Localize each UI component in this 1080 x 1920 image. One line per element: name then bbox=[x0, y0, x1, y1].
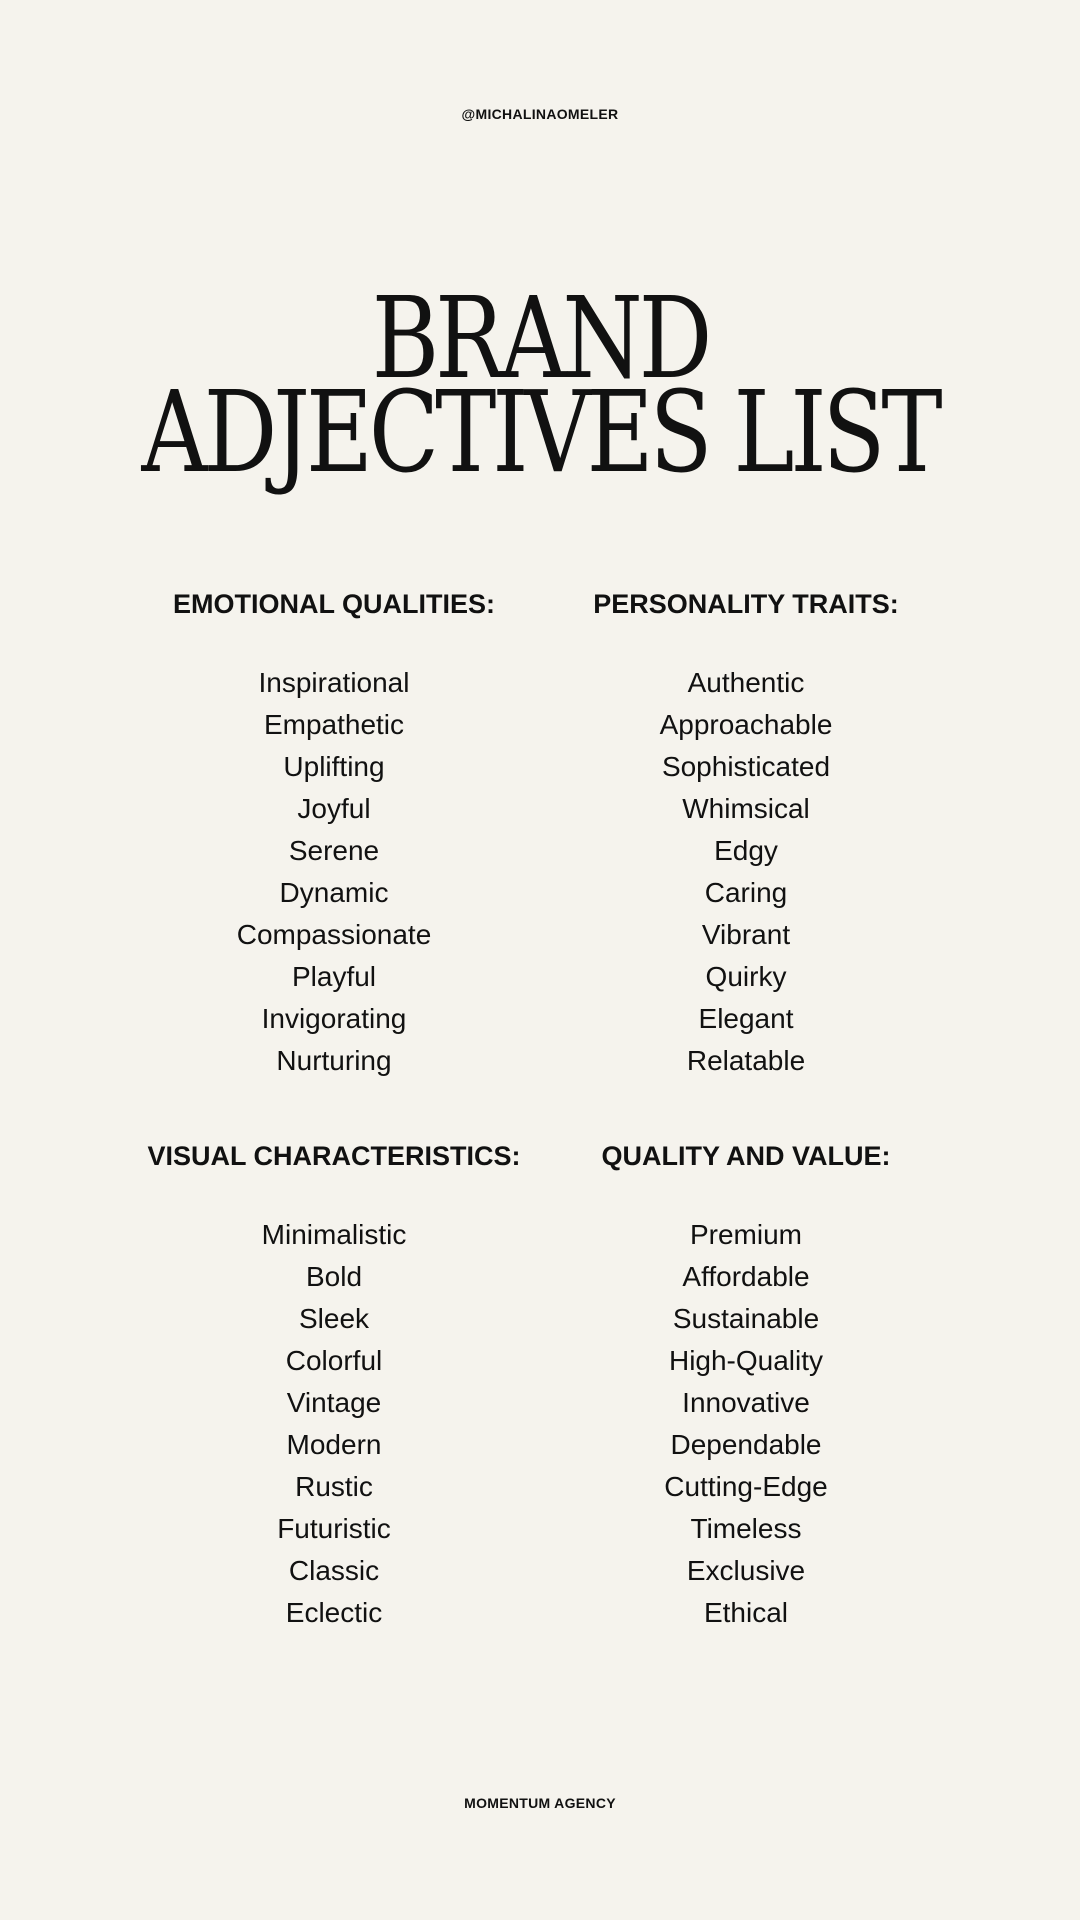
list-item: Premium bbox=[689, 1219, 802, 1250]
list-item: Dynamic bbox=[279, 877, 389, 908]
list-item: Eclectic bbox=[285, 1597, 383, 1628]
list-item: Caring bbox=[704, 877, 788, 908]
list-item: Authentic bbox=[687, 667, 805, 698]
list-item: Nurturing bbox=[276, 1045, 392, 1076]
list-item: Joyful bbox=[297, 793, 371, 824]
adjective-list bbox=[516, 662, 976, 1082]
section-emotional-qualities bbox=[104, 588, 564, 1082]
list-item: Empathetic bbox=[263, 709, 405, 740]
list-item: Approachable bbox=[659, 709, 833, 740]
list-item: Classic bbox=[288, 1555, 380, 1586]
list-item: Timeless bbox=[690, 1513, 802, 1544]
list-item: Relatable bbox=[686, 1045, 806, 1076]
section-heading: PERSONALITY TRAITS: bbox=[593, 589, 899, 619]
list-item: Futuristic bbox=[277, 1513, 391, 1544]
agency-footer: MOMENTUM AGENCY bbox=[464, 1795, 616, 1811]
page-title bbox=[97, 274, 983, 498]
page-title-line-1: BRAND bbox=[371, 274, 709, 404]
section-heading: VISUAL CHARACTERISTICS: bbox=[147, 1141, 521, 1171]
list-item: Cutting-Edge bbox=[664, 1471, 828, 1502]
list-item: Sophisticated bbox=[661, 751, 831, 782]
list-item: Elegant bbox=[698, 1003, 794, 1034]
list-item: Minimalistic bbox=[261, 1219, 407, 1250]
list-item: Sustainable bbox=[672, 1303, 820, 1334]
list-item: Quirky bbox=[705, 961, 787, 992]
list-item: Ethical bbox=[703, 1597, 789, 1628]
adjective-list bbox=[104, 662, 564, 1082]
list-item: Exclusive bbox=[686, 1555, 806, 1586]
list-item: Innovative bbox=[682, 1387, 810, 1418]
section-quality-and-value bbox=[516, 1140, 976, 1634]
section-personality-traits bbox=[516, 588, 976, 1082]
adjective-list bbox=[516, 1214, 976, 1634]
list-item: Sleek bbox=[298, 1303, 370, 1334]
list-item: Vintage bbox=[286, 1387, 382, 1418]
author-handle: @MICHALINAOMELER bbox=[461, 106, 619, 122]
list-item: Inspirational bbox=[258, 667, 410, 698]
section-visual-characteristics bbox=[104, 1140, 564, 1634]
list-item: High-Quality bbox=[668, 1345, 824, 1376]
list-item: Vibrant bbox=[701, 919, 791, 950]
adjective-list bbox=[104, 1214, 564, 1634]
list-item: Rustic bbox=[295, 1471, 373, 1502]
section-heading: EMOTIONAL QUALITIES: bbox=[173, 589, 495, 619]
page-title-line-2: ADJECTIVES LIST bbox=[141, 368, 939, 498]
list-item: Edgy bbox=[714, 835, 778, 866]
list-item: Invigorating bbox=[261, 1003, 407, 1034]
list-item: Dependable bbox=[670, 1429, 822, 1460]
section-heading: QUALITY AND VALUE: bbox=[601, 1141, 891, 1171]
list-item: Bold bbox=[305, 1261, 363, 1292]
list-item: Modern bbox=[286, 1429, 382, 1460]
list-item: Serene bbox=[288, 835, 380, 866]
list-item: Uplifting bbox=[283, 751, 385, 782]
list-item: Playful bbox=[291, 961, 377, 992]
list-item: Colorful bbox=[285, 1345, 383, 1376]
list-item: Whimsical bbox=[682, 793, 810, 824]
list-item: Compassionate bbox=[236, 919, 432, 950]
list-item: Affordable bbox=[682, 1261, 810, 1292]
